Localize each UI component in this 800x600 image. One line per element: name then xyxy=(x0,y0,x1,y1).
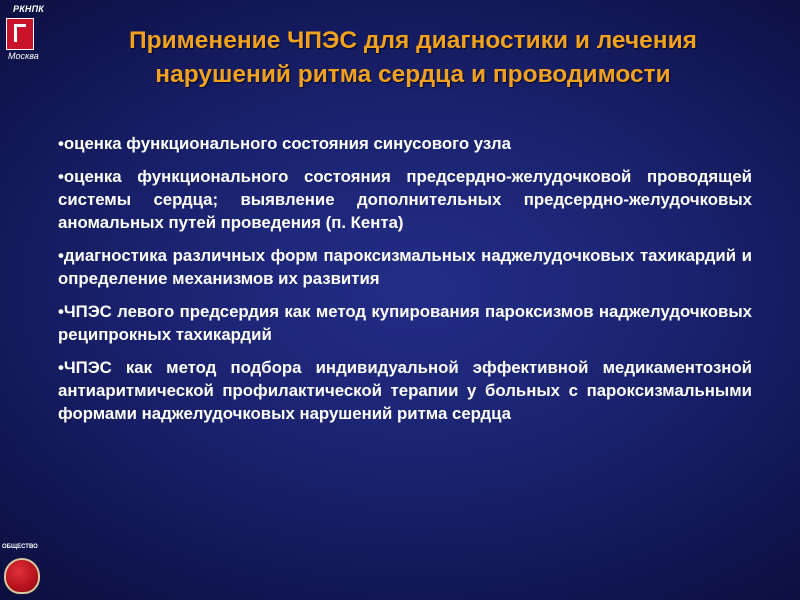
org-emblem-logo xyxy=(6,18,34,50)
slide-title-line-2: нарушений ритма сердца и проводимости xyxy=(155,61,671,88)
bullet-list xyxy=(58,132,752,435)
society-logo xyxy=(0,544,46,596)
bullet-item: •оценка функционального состояния предсердно-желудочковой проводящей системы сердца; выявление дополнительных предсердно-желудочковых аномальных путей проведения (п. Кента) xyxy=(58,167,752,232)
bullet-item: •ЧПЭС как метод подбора индивидуальной эффективной медикаментозной антиаритмической профилактической терапии у больных с пароксизмальными формами наджелудочковых нарушений ритма сердца xyxy=(58,358,752,423)
heart-icon xyxy=(4,558,40,594)
slide-title xyxy=(48,24,778,92)
bullet-item: •ЧПЭС левого предсердия как метод купирования пароксизмов наджелудочковых реципрокных тахикардий xyxy=(58,302,752,344)
slide-title-line-1: Применение ЧПЭС для диагностики и лечения xyxy=(129,27,697,54)
bullet-item: •оценка функционального состояния синусового узла xyxy=(58,134,511,153)
org-label: РКНПК xyxy=(13,4,45,14)
society-label: ОБЩЕСТВО xyxy=(2,544,38,550)
emblem-mark-icon xyxy=(14,24,26,42)
bullet-item: •диагностика различных форм пароксизмальных наджелудочковых тахикардий и определение механизмов их развития xyxy=(58,246,752,288)
city-label: Москва xyxy=(8,51,39,61)
